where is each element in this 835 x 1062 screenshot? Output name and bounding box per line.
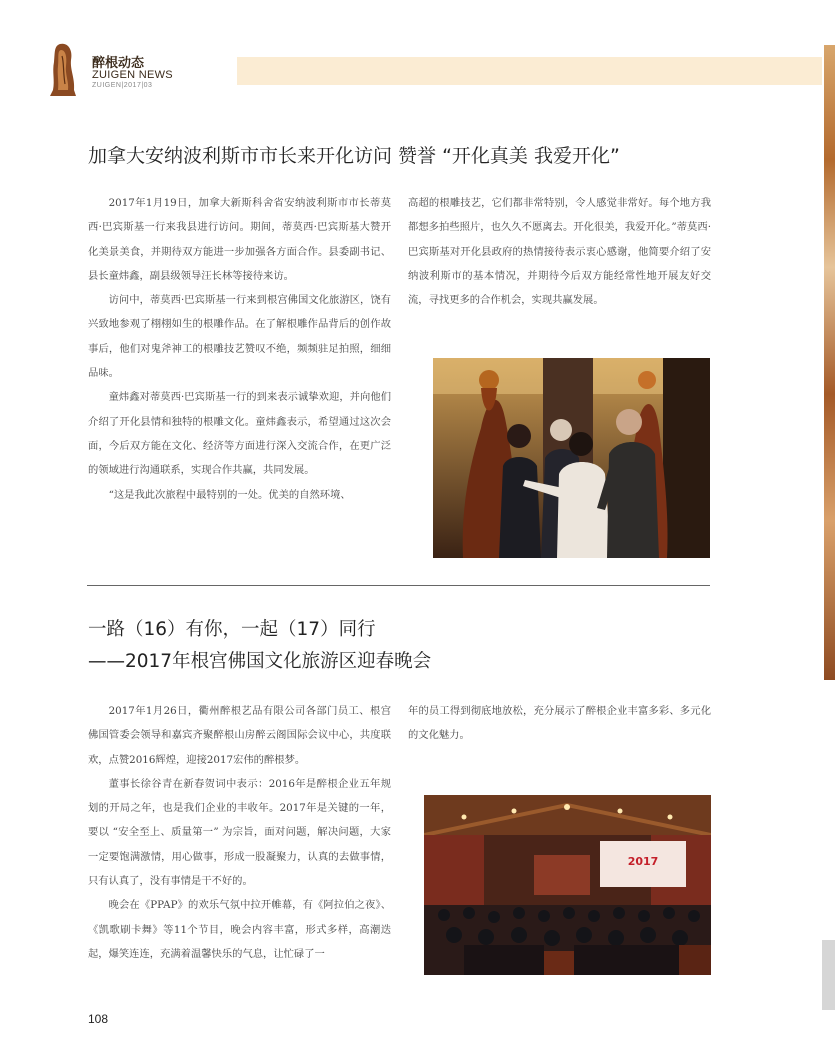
brand-title-cn: 醉根动态	[92, 56, 145, 71]
article1-column-1	[88, 191, 391, 507]
paragraph: 年的员工得到彻底地放松，充分展示了醉根企业丰富多彩、多元化的文化魅力。	[408, 705, 711, 742]
paragraph: 2017年1月19日，加拿大新斯科舍省安纳波利斯市市长蒂莫西·巴宾斯基一行来我县进行访问。期间，蒂莫西·巴宾斯基大赞开化美景美食，并期待双方能进一步加强各方面合作。县委副书记、县长童炜鑫，副县级领导汪长林等接待来访。	[88, 197, 391, 282]
article1-title: 加拿大安纳波利斯市市长来开化访问 赞誉 “开化真美 我爱开化”	[88, 145, 620, 167]
article2-column-1	[88, 699, 391, 966]
issue-label: ZUIGEN|2017|03	[92, 82, 153, 89]
spring-gala-photo	[424, 795, 711, 975]
article2-subtitle: ——2017年根宫佛国文化旅游区迎春晚会	[88, 651, 432, 672]
page-number: 108	[88, 1012, 109, 1026]
header-band	[237, 57, 822, 85]
paragraph: 童炜鑫对蒂莫西·巴宾斯基一行的到来表示诚挚欢迎，并向他们介绍了开化县情和独特的根雕文化。童炜鑫表示，希望通过这次会面，今后双方能在文化、经济等方面进行深入交流合作，在更广泛的领域进行沟通联系，实现合作共赢，共同发展。	[88, 391, 391, 477]
stage-screen-year: 2017	[627, 855, 659, 868]
article2-title: 一路（16）有你，一起（17）同行	[88, 619, 376, 640]
carved-root-logo-icon	[48, 42, 78, 98]
paragraph: 2017年1月26日，衢州醉根艺品有限公司各部门员工、根宫佛国管委会领导和嘉宾齐聚醉根山房醉云阁国际会议中心，共度联欢，点赞2016辉煌，迎接2017宏伟的醉根梦。	[88, 705, 391, 766]
decorative-edge-strip	[824, 45, 835, 680]
paragraph: 董事长徐谷青在新春贺词中表示：2016年是醉根企业五年规划的开局之年，也是我们企业的丰收年。2017年是关键的一年，要以 “安全至上、质量第一” 为宗旨，面对问题，解决问题，大家一定要饱满激情，用心做事，形成一股凝聚力，认真的去做事情，只有认真了，没有事情是干不好的。	[88, 777, 391, 888]
article2-column-2	[408, 699, 711, 748]
section-divider	[87, 585, 710, 586]
page-edge-tab	[822, 940, 835, 1010]
paragraph: “这是我此次旅程中最特别的一处。优美的自然环境、	[108, 488, 351, 501]
paragraph: 高超的根雕技艺，它们都非常特别，令人感觉非常好。每个地方我都想多拍些照片，也久久不愿离去。开化很美，我爱开化。”蒂莫西·巴宾斯基对开化县政府的热情接待表示衷心感谢，他简要介绍了安纳波利斯市的基本情况，并期待今后双方能经常性地开展友好交流，寻找更多的合作机会，实现共赢发展。	[408, 197, 711, 307]
brand-title-en: ZUIGEN NEWS	[92, 69, 173, 81]
paragraph: 晚会在《PPAP》的欢乐气氛中拉开帷幕，有《阿拉伯之夜》、《凯歌刷卡舞》等11个节目，晚会内容丰富，形式多样，高潮迭起，爆笑连连，充满着温馨快乐的气息，让忙碌了一	[88, 899, 391, 960]
mayor-visit-photo	[433, 358, 710, 558]
article1-column-2	[408, 191, 711, 312]
paragraph: 访问中，蒂莫西·巴宾斯基一行来到根宫佛国文化旅游区，饶有兴致地参观了栩栩如生的根雕作品。在了解根雕作品背后的创作故事后，他们对鬼斧神工的根雕技艺赞叹不绝，频频驻足拍照，细细品味。	[88, 294, 391, 380]
